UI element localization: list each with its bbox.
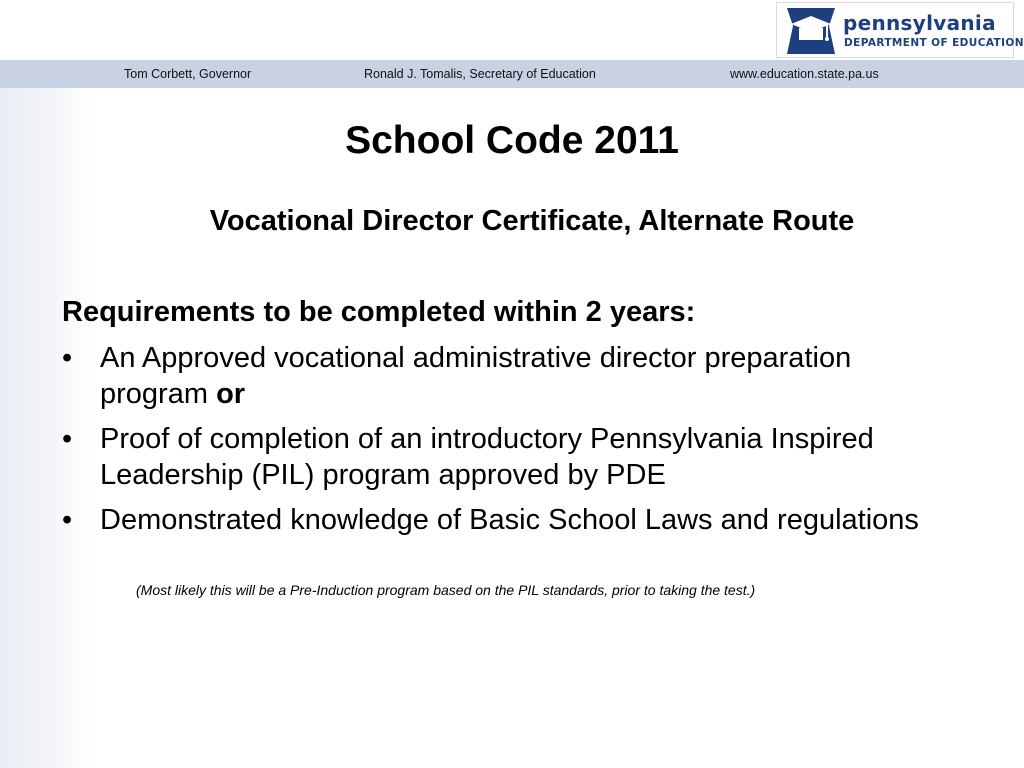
logo-wordmark: pennsylvania xyxy=(843,11,996,35)
logo-department: DEPARTMENT OF EDUCATION xyxy=(844,37,1024,49)
slide-subtitle: Vocational Director Certificate, Alternate Route xyxy=(209,205,855,237)
governor-label: Tom Corbett, Governor xyxy=(124,67,252,81)
bullet-icon: • xyxy=(62,504,73,536)
list-item-emphasis: or xyxy=(216,378,246,410)
keystone-graduation-cap-icon xyxy=(783,6,839,56)
requirements-heading: Requirements to be completed within 2 years: xyxy=(62,296,696,328)
footnote: (Most likely this will be a Pre-Induction program based on the PIL standards, prior to taking the test.) xyxy=(136,582,756,598)
requirements-list xyxy=(62,340,942,547)
secretary-label: Ronald J. Tomalis, Secretary of Education xyxy=(364,67,596,81)
header-bar xyxy=(0,60,1024,88)
slide-title: School Code 2011 xyxy=(345,119,679,162)
bullet-icon: • xyxy=(62,342,73,374)
website-link[interactable]: www.education.state.pa.us xyxy=(730,67,879,81)
list-item xyxy=(62,502,942,538)
list-item xyxy=(62,340,942,412)
list-item-text: An Approved vocational administrative director preparation program xyxy=(100,342,852,410)
pa-education-logo xyxy=(776,2,1024,58)
list-item-text: Proof of completion of an introductory Pennsylvania Inspired Leadership (PIL) program approved by PDE xyxy=(100,423,874,491)
list-item xyxy=(62,421,942,493)
bullet-icon: • xyxy=(62,423,73,455)
list-item-text: Demonstrated knowledge of Basic School Laws and regulations xyxy=(100,504,919,536)
